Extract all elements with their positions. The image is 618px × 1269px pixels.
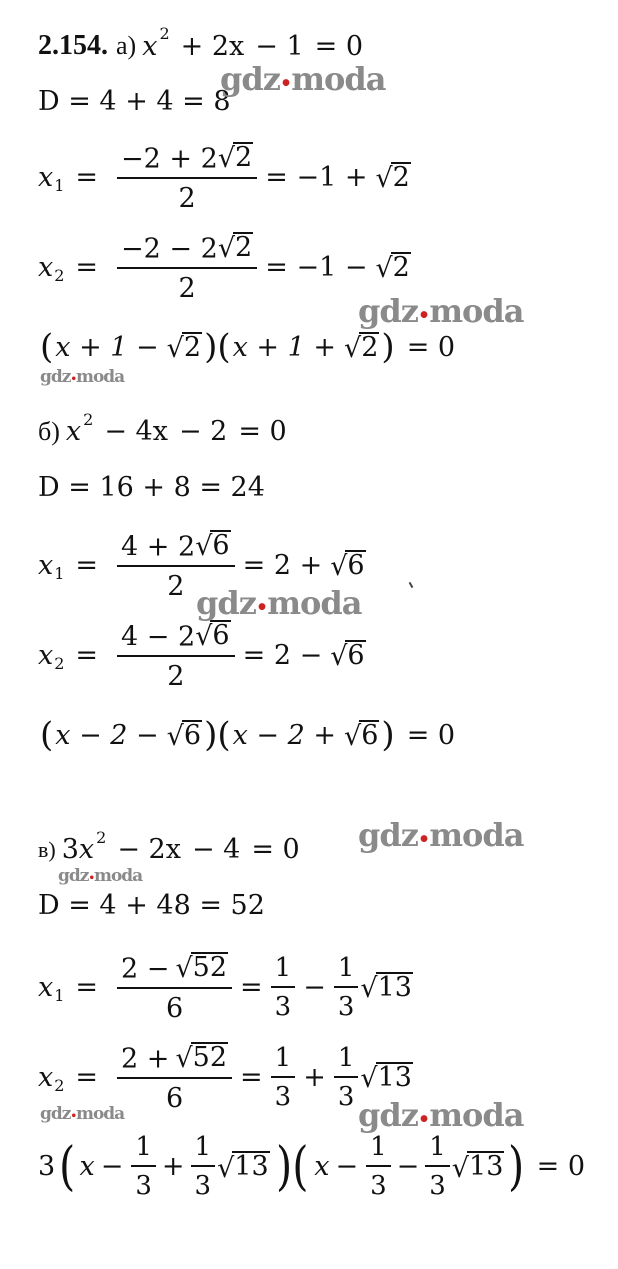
- denominator: 6: [165, 1083, 184, 1115]
- numerator: 1: [135, 1132, 152, 1162]
- fraction: [271, 1042, 296, 1112]
- watermark-dot: •: [417, 828, 430, 851]
- sqrt-sign: √: [360, 973, 378, 1005]
- fraction: [117, 620, 235, 693]
- watermark-text: gdz: [40, 367, 71, 387]
- radicand: 13: [234, 1151, 269, 1183]
- factored-a: [38, 327, 456, 367]
- subscript: 1: [54, 176, 65, 196]
- denominator: 2: [167, 661, 185, 693]
- sqrt-sign: √: [344, 333, 362, 365]
- variable: x: [38, 1061, 54, 1093]
- fraction: [191, 1134, 216, 1199]
- root-x2-b: [38, 620, 366, 693]
- watermark-text: moda: [75, 367, 125, 387]
- equals-zero: = 0: [251, 834, 300, 865]
- equals-zero: = 0: [314, 30, 364, 62]
- discriminant-a: D = 4 + 4 = 8: [38, 86, 231, 117]
- root-x1-c: [38, 952, 413, 1025]
- radicand: 2: [392, 162, 410, 193]
- watermark: [40, 367, 124, 387]
- sign: −: [335, 1151, 359, 1182]
- watermark-text: gdz: [358, 292, 418, 330]
- numerator: 1: [194, 1132, 212, 1162]
- root-x1-a: [38, 142, 411, 215]
- variable: x: [142, 30, 158, 62]
- equals: =: [75, 549, 99, 581]
- equals-zero: = 0: [406, 719, 456, 751]
- watermark-text: moda: [429, 1096, 524, 1134]
- equals: =: [75, 161, 99, 193]
- watermark-text: gdz: [196, 584, 256, 622]
- watermark-text: gdz: [40, 1104, 71, 1124]
- denominator: 3: [429, 1171, 446, 1201]
- denominator: 3: [274, 1081, 292, 1112]
- paren: ): [508, 1136, 525, 1197]
- exponent: 2: [83, 409, 94, 429]
- subscript: 2: [54, 1076, 65, 1096]
- factor: x − 2 −: [55, 719, 159, 751]
- variable: x: [78, 834, 95, 865]
- radicand: 13: [377, 1062, 412, 1093]
- sign: +: [161, 1151, 185, 1182]
- radicand: 6: [347, 550, 365, 581]
- paren: (: [40, 327, 54, 367]
- radicand: 52: [192, 952, 228, 983]
- subscript: 1: [54, 564, 65, 584]
- sqrt-sign: √: [330, 551, 348, 583]
- sqrt-sign: √: [375, 253, 393, 285]
- equals-zero: = 0: [406, 331, 456, 363]
- problem-header: [38, 24, 364, 62]
- radicand: 6: [361, 719, 379, 751]
- fraction: [271, 952, 296, 1022]
- denominator: 3: [337, 1081, 355, 1112]
- sqrt-sign: √: [195, 531, 213, 563]
- fraction: [117, 232, 257, 305]
- fraction: [117, 952, 232, 1025]
- factor: x − 2 +: [232, 719, 337, 751]
- variable: x: [38, 549, 54, 581]
- watermark-dot: •: [70, 1110, 76, 1122]
- variable: x: [38, 161, 54, 193]
- paren: (: [40, 715, 54, 755]
- numerator: 1: [337, 1042, 355, 1073]
- paren: ): [381, 327, 395, 367]
- sqrt-sign: √: [330, 641, 348, 673]
- radicand: 2: [235, 232, 253, 263]
- variable: x: [38, 251, 54, 283]
- numerator: 2 −: [121, 953, 170, 985]
- radicand: 2: [361, 331, 379, 363]
- watermark-dot: •: [417, 1108, 430, 1131]
- watermark: [40, 1104, 124, 1124]
- equals-zero: = 0: [536, 1151, 586, 1182]
- sqrt-sign: √: [217, 233, 236, 265]
- sqrt-sign: √: [166, 333, 184, 365]
- fraction: [117, 1042, 232, 1115]
- radicand: 52: [192, 1042, 228, 1073]
- sign: −: [100, 1151, 124, 1182]
- denominator: 3: [274, 991, 292, 1022]
- denominator: 3: [370, 1171, 387, 1201]
- discriminant-b: D = 16 + 8 = 24: [38, 472, 265, 503]
- denominator: 3: [337, 991, 355, 1022]
- watermark: [358, 816, 524, 854]
- numerator: 1: [370, 1132, 387, 1162]
- subscript: 2: [54, 654, 65, 674]
- numerator: 1: [274, 952, 292, 983]
- paren: ): [381, 715, 395, 755]
- numerator: 1: [274, 1042, 292, 1073]
- variable: x: [65, 416, 82, 447]
- term: − 4: [191, 834, 241, 865]
- sign: +: [303, 1061, 326, 1093]
- sqrt-sign: √: [166, 721, 184, 753]
- radicand: 6: [347, 640, 365, 671]
- factored-c: [38, 1134, 585, 1199]
- radicand: 6: [212, 530, 230, 561]
- watermark-dot: •: [255, 596, 268, 619]
- sqrt-sign: √: [360, 1063, 378, 1095]
- variable: x: [79, 1151, 95, 1182]
- fraction: [425, 1134, 450, 1199]
- term: − 4x: [104, 416, 168, 447]
- fraction: [366, 1134, 391, 1199]
- equals-zero: = 0: [238, 416, 287, 447]
- radicand: 6: [183, 719, 202, 751]
- denominator: 2: [178, 183, 196, 215]
- sqrt-sign: √: [217, 143, 236, 175]
- root-x2-a: [38, 232, 411, 305]
- denominator: 2: [167, 571, 185, 603]
- numerator: −2 + 2: [121, 143, 218, 175]
- numerator: 4 + 2: [121, 531, 196, 563]
- variable: x: [314, 1151, 330, 1182]
- equals: =: [75, 1061, 99, 1093]
- exponent: 2: [159, 24, 170, 43]
- sign: −: [303, 971, 326, 1003]
- sqrt-sign: √: [344, 721, 362, 753]
- sqrt-sign: √: [175, 1043, 193, 1075]
- fraction: [131, 1134, 156, 1199]
- radicand: 13: [469, 1151, 504, 1183]
- coefficient: 3: [38, 1151, 56, 1182]
- sqrt-sign: √: [195, 621, 213, 653]
- part-c-label: в): [38, 836, 56, 862]
- sqrt-sign: √: [375, 163, 393, 195]
- result: = 2 −: [242, 639, 323, 671]
- factor: x + 1 +: [232, 331, 337, 363]
- sqrt-sign: √: [175, 953, 193, 985]
- factor: x + 1 −: [55, 331, 159, 363]
- subscript: 1: [54, 986, 65, 1006]
- watermark-text: moda: [291, 60, 386, 98]
- watermark-text: moda: [429, 816, 524, 854]
- paren: )(: [204, 327, 231, 367]
- paren: (: [59, 1136, 76, 1197]
- scan-speck: [409, 582, 414, 588]
- radicand: 2: [235, 142, 253, 173]
- term: − 1: [255, 30, 304, 62]
- watermark-text: moda: [93, 866, 143, 886]
- equals: =: [75, 251, 99, 283]
- watermark: [220, 60, 386, 98]
- equals: =: [240, 971, 263, 1003]
- denominator: 3: [194, 1171, 212, 1201]
- term: + 2x: [180, 30, 245, 62]
- radicand: 6: [212, 620, 230, 651]
- sign: −: [396, 1151, 420, 1182]
- denominator: 6: [165, 993, 184, 1025]
- numerator: 1: [337, 952, 355, 983]
- part-a-label: а): [116, 31, 137, 60]
- radicand: 2: [392, 252, 410, 283]
- watermark: [196, 584, 362, 622]
- paren: )(: [275, 1136, 309, 1197]
- watermark-dot: •: [70, 373, 76, 385]
- fraction: [334, 952, 359, 1022]
- sqrt-sign: √: [217, 1152, 235, 1184]
- term: − 2: [178, 416, 228, 447]
- variable: x: [38, 639, 54, 671]
- numerator: −2 − 2: [121, 233, 218, 265]
- watermark: [58, 866, 142, 886]
- denominator: 2: [178, 273, 196, 305]
- coefficient: 3: [61, 834, 79, 865]
- fraction: [334, 1042, 359, 1112]
- variable: x: [38, 971, 54, 1003]
- factored-b: [38, 715, 456, 755]
- fraction: [117, 142, 257, 215]
- numerator: 1: [429, 1132, 446, 1162]
- equals: =: [75, 971, 99, 1003]
- watermark-text: gdz: [58, 866, 89, 886]
- watermark-text: moda: [75, 1104, 125, 1124]
- watermark-text: gdz: [220, 60, 280, 98]
- watermark-text: moda: [267, 584, 362, 622]
- paren: )(: [204, 715, 231, 755]
- result: = −1 +: [265, 161, 368, 193]
- equation-c: [38, 827, 300, 865]
- equals: =: [240, 1061, 263, 1093]
- watermark-dot: •: [88, 872, 94, 884]
- watermark-text: moda: [429, 292, 524, 330]
- denominator: 3: [135, 1171, 152, 1201]
- watermark-dot: •: [417, 304, 430, 327]
- result: = −1 −: [265, 251, 368, 283]
- numerator: 4 − 2: [121, 621, 196, 653]
- watermark: [358, 1096, 524, 1134]
- subscript: 2: [54, 266, 65, 286]
- part-b-label: б): [38, 416, 60, 446]
- discriminant-c: D = 4 + 48 = 52: [38, 890, 265, 921]
- equals: =: [75, 639, 99, 671]
- term: − 2x: [117, 834, 181, 865]
- watermark: [358, 292, 524, 330]
- problem-number: 2.154.: [38, 30, 108, 61]
- radicand: 2: [183, 331, 202, 363]
- exponent: 2: [96, 827, 107, 847]
- radicand: 13: [377, 972, 412, 1003]
- numerator: 2 +: [121, 1043, 170, 1075]
- sqrt-sign: √: [451, 1152, 470, 1184]
- equation-b: [38, 409, 287, 447]
- watermark-text: gdz: [358, 1096, 418, 1134]
- watermark-text: gdz: [358, 816, 418, 854]
- watermark-dot: •: [279, 72, 292, 95]
- result: = 2 +: [242, 549, 323, 581]
